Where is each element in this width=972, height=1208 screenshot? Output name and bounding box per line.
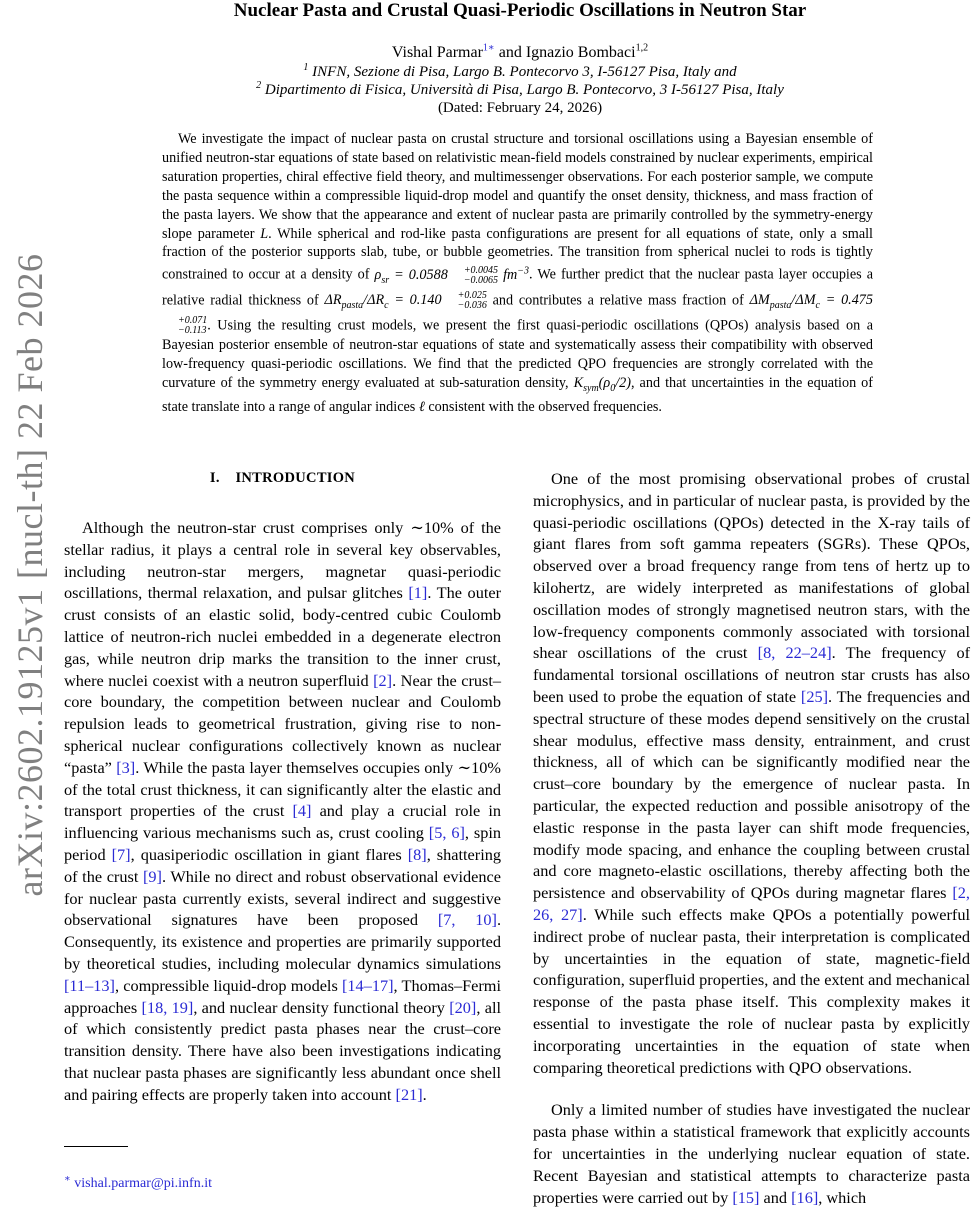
- dated-line: (Dated: February 24, 2026): [437, 100, 603, 116]
- body-text: . Near the crust–core boundary, the competition between nuclear and Coulomb repulsion leads to geometrical frustration, giving rise to non-spherical nuclear configurations collectively known as nuclear “pasta”: [64, 670, 502, 777]
- body-text: . Consequently, its existence and properties are primarily supported by theoretical studies, including molecular dynamics simulations: [64, 910, 502, 973]
- body-text: . The frequencies and spectral structure of these modes depend sensitively on the crustal shear modulus, effective mass density, entrainment, and crust thickness, all of which can be significantly modified near the crust–core boundary by the emergence of nuclear pasta. In particular, the expected reduction and possible anisotropy of the elastic response in the pasta layer can shift mode frequencies, modify mode spacing, and enhance the coupling between crustal and core magneto-elastic oscillations, thereby affecting both the persistence and observability of QPOs during magnetar flares: [533, 686, 970, 903]
- author-mark-1: 1∗: [482, 42, 495, 54]
- math-rho-sr: $\rho_{sr} = 0.0588$ +0.0045 −0.0065 $fm^{-3}$: [374, 264, 530, 286]
- math-ell: ℓ: [418, 399, 425, 416]
- section-title: INTRODUCTION: [235, 470, 356, 486]
- math-delta-r: $\Delta R_{pasta}/\Delta R_c = 0.140$ +0.025 −0.036: [324, 289, 487, 311]
- citation-link[interactable]: [15]: [732, 1187, 760, 1207]
- body-text: and: [759, 1187, 792, 1207]
- email-link[interactable]: vishal.parmar@pi.infn.it: [74, 1176, 212, 1191]
- author-and: and: [498, 44, 522, 61]
- body-text: Although the neutron-star crust comprises only ∼10% of the stellar radius, it plays a central role in several key observables, including neutron-star mergers, magnetar quasi-periodic oscillations, thermal relaxation, and pulsar glitches: [64, 518, 501, 603]
- affiliation-2: [100, 81, 940, 99]
- citation-link[interactable]: [1]: [408, 583, 428, 603]
- footnote-mark: ∗: [64, 1173, 71, 1185]
- math-ksym: $K_{sym}(\rho_0/2)$: [573, 374, 631, 394]
- paper-title: Nuclear Pasta and Crustal Quasi-Periodic Oscillations in Neutron Star: [233, 0, 807, 21]
- citation-link[interactable]: [25]: [800, 686, 829, 706]
- right-column: [533, 468, 970, 1208]
- citation-link[interactable]: [2]: [373, 670, 393, 690]
- body-text: . The outer crust consists of an elastic solid, body-centred cubic Coulomb lattice of neutron-rich nuclei embedded in a degenerate electron gas, while neutron drip marks the transition to the inner crust, where nuclei coexist with a neutron superfluid: [64, 583, 502, 690]
- citation-link[interactable]: [8, 22–24]: [757, 643, 832, 663]
- body-text: .: [422, 1084, 427, 1104]
- intro-paragraph-3: [533, 1099, 970, 1208]
- footnote: [64, 1175, 212, 1193]
- intro-paragraph-1: [64, 517, 501, 1106]
- body-text: . While the pasta layer themselves occupies only ∼10% of the total crust thickness, it can significantly alter the elastic and transport properties of the crust: [64, 757, 501, 821]
- citation-link[interactable]: [3]: [116, 757, 136, 777]
- arxiv-watermark-text: arXiv:2602.19125v1 [nucl-th] 22 Feb 2026: [10, 253, 50, 897]
- body-text: , which: [818, 1187, 867, 1207]
- citation-link[interactable]: [7]: [111, 844, 131, 864]
- citation-link[interactable]: [16]: [791, 1187, 819, 1207]
- citation-link[interactable]: [8]: [407, 844, 427, 864]
- affiliation-mark-1: 1: [303, 62, 309, 73]
- citation-link[interactable]: [4]: [292, 801, 312, 821]
- body-text: , and nuclear density functional theory: [193, 997, 450, 1017]
- math-delta-m: $\Delta M_{pasta}/\Delta M_c = 0.475$ +0.071 −0.113: [178, 292, 873, 336]
- citation-link[interactable]: [21]: [395, 1084, 423, 1104]
- author-name-1: Vishal Parmar: [391, 44, 483, 61]
- citation-link[interactable]: [9]: [142, 866, 162, 886]
- affiliation-1: [100, 63, 940, 81]
- left-column: [64, 468, 501, 1106]
- section-heading: [64, 468, 501, 488]
- abstract-text: We investigate the impact of nuclear pasta on crustal structure and torsional oscillations using a Bayesian ensemble of unified neutron-star equations of state based on relativistic mean-field models constrained by nuclear experiments, empirical saturation properties, chiral effective field theory, and multimessenger observations. For each posterior sample, we compute the pasta sequence within a compressible liquid-drop model and quantify the onset density, thickness, and mass fraction of the pasta layers. We show that the appearance and extent of nuclear pasta are primarily controlled by the symmetry-energy slope parameter: [162, 131, 873, 242]
- citation-link[interactable]: [5, 6]: [428, 823, 465, 843]
- body-text: , all of which consistently predict pasta phases near the crust–core transition density. There have also been investigations indicating that nuclear pasta phases are significantly less abundant once shell and pairing effects are properly taken into account: [64, 997, 502, 1104]
- abstract-paragraph: [162, 130, 873, 417]
- abstract-text: . We further predict that the nuclear pasta layer occupies a relative radial thickness of: [162, 267, 874, 309]
- abstract-text: . While spherical and rod-like pasta configurations are present for all equations of state, only a small fraction of the posterior supports slab, tube, or bubble geometries. The transition from spherical nuclei to rods is tightly constrained to occur at a density of: [162, 225, 873, 284]
- abstract-text: . Using the resulting crust models, we present the first quasi-periodic oscillations (QPOs) analysis based on a Bayesian posterior ensemble of neutron-star equations of state and systematically assess their compatibility with observed low-frequency quasi-periodic oscillations. We find that the predicted QPO frequencies are strongly correlated with the curvature of the symmetry energy evaluated at sub-saturation density,: [162, 317, 873, 391]
- affiliation-text-1: INFN, Sezione di Pisa, Largo B. Pontecorvo 3, I-56127 Pisa, Italy and: [312, 64, 737, 80]
- math-L: L: [260, 225, 269, 242]
- body-text: , spin period: [64, 823, 501, 864]
- citation-link[interactable]: [11–13]: [64, 975, 115, 995]
- abstract-text: , and that uncertainties in the equation of state translate into a range of angular indices: [162, 374, 874, 416]
- section-number: I.: [209, 470, 220, 486]
- citation-link[interactable]: [20]: [449, 997, 477, 1017]
- body-text: . While such effects make QPOs a potentially powerful indirect probe of nuclear pasta, their interpretation is complicated by uncertainties in the equation of state, magnetic-field configuration, superfluid properties, and the extent and mechanical response of the pasta phase itself. This complexity makes it essential to investigate the role of nuclear pasta by explicitly incorporating uncertainties in the equation of state when comparing theoretical predictions with QPO observations.: [533, 904, 970, 1077]
- author-mark-2: 1,2: [635, 42, 649, 54]
- body-text: , Thomas–Fermi approaches: [64, 975, 501, 1017]
- abstract-text: consistent with the observed frequencies.: [424, 399, 662, 416]
- affiliation-mark-2: 2: [256, 80, 262, 91]
- body-text: . The frequency of fundamental torsional oscillations of neutron star crusts has also been used to probe the equation of state: [533, 643, 971, 706]
- body-text: and play a crucial role in influencing various mechanisms such as, crust cooling: [64, 801, 502, 843]
- intro-paragraph-2: [533, 468, 970, 1078]
- body-text: One of the most promising observational probes of crustal microphysics, and in particular of nuclear pasta, is provided by the quasi-periodic oscillations (QPOs) detected in the X-ray tails of giant flares from soft gamma repeaters (SGRs). These QPOs, observed over a broad frequency range from tens of hertz up to kilohertz, are widely interpreted as manifestations of global oscillation modes of strongly magnetised neutron stars, with the low-frequency components commonly associated with torsional shear oscillations of the crust: [533, 469, 970, 663]
- body-text: Only a limited number of studies have investigated the nuclear pasta phase within a statistical framework that explicitly accounts for uncertainties in the underlying nuclear equation of state. Recent Bayesian and statistical attempts to characterize pasta properties were carried out by: [533, 1100, 970, 1207]
- author-name-2: Ignazio Bombaci: [525, 44, 636, 61]
- citation-link[interactable]: [14–17]: [342, 975, 394, 995]
- affiliation-text-2: Dipartimento di Fisica, Università di Pisa, Largo B. Pontecorvo, 3 I-56127 Pisa, Italy: [264, 82, 784, 98]
- arxiv-watermark: [0, 0, 60, 1200]
- citation-link[interactable]: [18, 19]: [141, 997, 194, 1017]
- author-line: [100, 43, 940, 63]
- body-text: , compressible liquid-drop models: [114, 975, 342, 995]
- citation-link[interactable]: [2, 26, 27]: [533, 883, 970, 924]
- footnote-rule: [64, 1146, 128, 1147]
- body-text: , quasiperiodic oscillation in giant flares: [130, 844, 408, 864]
- body-text: . While no direct and robust observational evidence for nuclear pasta currently exists, several indirect and suggestive observational signatures have been proposed: [64, 866, 502, 930]
- body-text: , shattering of the crust: [64, 844, 502, 886]
- abstract-text: and contributes a relative mass fraction of: [486, 292, 750, 309]
- citation-link[interactable]: [7, 10]: [437, 910, 497, 930]
- abstract: [162, 130, 873, 417]
